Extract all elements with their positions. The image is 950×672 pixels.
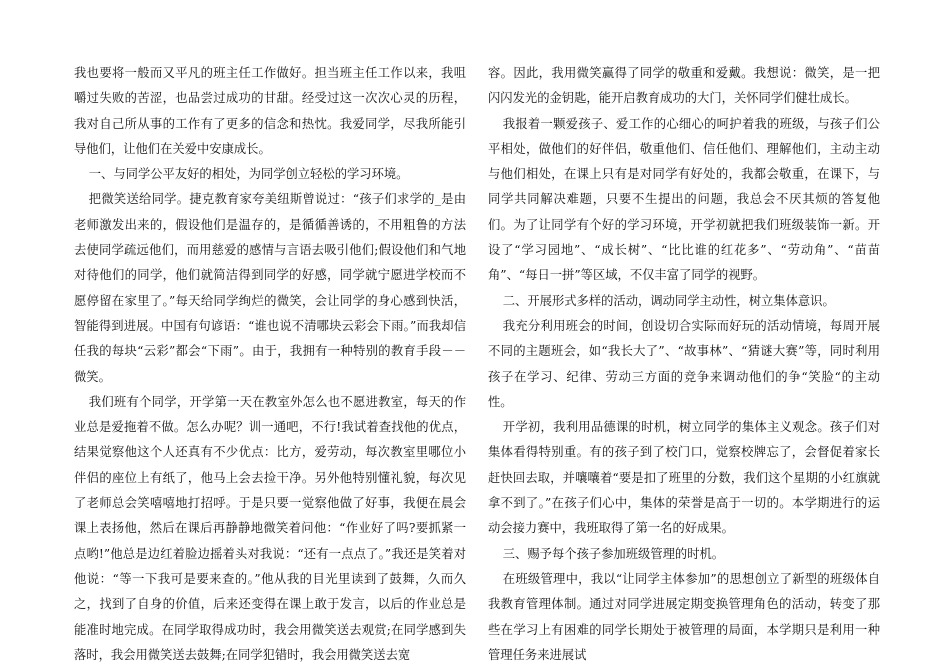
paragraph-student-story: 我们班有个同学，开学第一天在教室外怎么也不愿进教室，每天的作业总是爱拖着不做。怎么办呢？训一通吧，不行!我试着查找他的优点，结果觉察他这个人还真有不少优点：比方，爱劳动，每次教室里哪位小伴侣的座位上有纸了，他马上会去捡干净。另外他特别懂礼貌，每次见了老师总会笑嘻嘻地打招呼。于是只要一觉察他做了好事，我便在晨会课上表扬他，然后在课后再静静地微笑着问他：“作业好了吗?要抓紧一点哟!”他总是边红着脸边摇着头对我说：“还有一点点了。”我还是笑着对他说：“等一下我可是要来查的。”他从我的目光里读到了鼓舞，久而久之，找到了自身的价值，后来还变得在课上敢于发言，以后的作业总是能准时地完成。在同学取得成功时，我会用微笑送去观赏;在同学感到失落时，我会用微笑送去鼓舞;在同学犯错时，我会用微笑送去宽 bbox=[74, 394, 466, 662]
left-column bbox=[74, 61, 466, 668]
paragraph-care: 我报着一颗爱孩子、爱工作的心细心的呵护着我的班级，与孩子们公平相处，做他们的好伴侣，敬重他们、信任他们、理解他们，主动主动与他们相处，在课上只有是对同学有好处的，我都会敬重，在课下，与同学共同解决难题，只要不生提出的问题，我总会不厌其烦的答复他们。为了让同学有个好的学习环境，开学初就把我们班级装饰一新。开设了“学习园地”、“成长树”、“比比谁的红花多”、“劳动角”、“苗苗角”、“每日一拼”等区域，不仅丰富了同学的视野。 bbox=[488, 116, 880, 283]
right-column bbox=[488, 61, 880, 668]
section-heading-3: 三、赐予每个孩子参加班级管理的时机。 bbox=[502, 546, 725, 561]
paragraph-smile: 把微笑送给同学。捷克教育家夸美纽斯曾说过：“孩子们求学的_是由老师激发出来的，假设他们是温存的，是循循善诱的，不用粗鲁的方法去使同学疏远他们，而用慈爱的感情与言语去吸引他们;假设他们和气地对待他们的同学，他们就简洁得到同学的好感，同学就宁愿进学校而不愿停留在家里了。”每天给同学绚烂的微笑，会让同学的身心感到快活，智能得到进展。中国有句谚语：“谁也说不清哪块云彩会下雨。”而我却信任我的每块“云彩”都会“下雨”。由于，我拥有一种特别的教育手段－－微笑。 bbox=[74, 192, 466, 384]
paragraph-class-meeting: 我充分利用班会的时间，创设切合实际而好玩的活动情境，每周开展不同的主题班会，如“我长大了”、“故事林”、“猜谜大赛”等，同时利用孩子在学习、纪律、劳动三方面的竞争来调动他们的争“笑脸“的主动性。 bbox=[488, 318, 880, 409]
paragraph-management: 在班级管理中，我以“让同学主体参加”的思想创立了新型的班级体自我教育管理体制。通过对同学进展定期变换管理角色的活动，转变了那些在学习上有困难的同学长期处于被管理的局面，本学期只是利用一种管理任务来进展试 bbox=[488, 571, 880, 662]
paragraph-collective: 开学初，我利用品德课的时机，树立同学的集体主义观念。孩子们对集体看得特别重。有的孩子到了校门口，觉察校牌忘了，会督促着家长赶快回去取，并嚷嚷着“要是扣了班里的分数，我们这个星期的小红旗就拿不到了。”在孩子们心中，集体的荣誉是高于一切的。本学期进行的运动会接力赛中，我班取得了第一名的好成果。 bbox=[488, 420, 880, 536]
paragraph-intro: 我也要将一般而又平凡的班主任工作做好。担当班主任工作以来，我咀嚼过失败的苦涩，也品尝过成功的甘甜。经受过这一次次心灵的历程，我对自己所从事的工作有了更多的信念和热忱。我爱同学，尽我所能引导他们，让他们在关爱中安康成长。 bbox=[74, 66, 466, 156]
section-heading-2: 二、开展形式多样的活动，调动同学主动性，树立集体意识。 bbox=[502, 293, 835, 308]
paragraph-continuation: 容。因此，我用微笑赢得了同学的敬重和爱戴。我想说：微笑，是一把闪闪发光的金钥匙，能开启教育成功的大门，关怀同学们健壮成长。 bbox=[488, 66, 880, 106]
section-heading-1: 一、与同学公平友好的相处，为同学创立轻松的学习环境。 bbox=[88, 167, 409, 182]
